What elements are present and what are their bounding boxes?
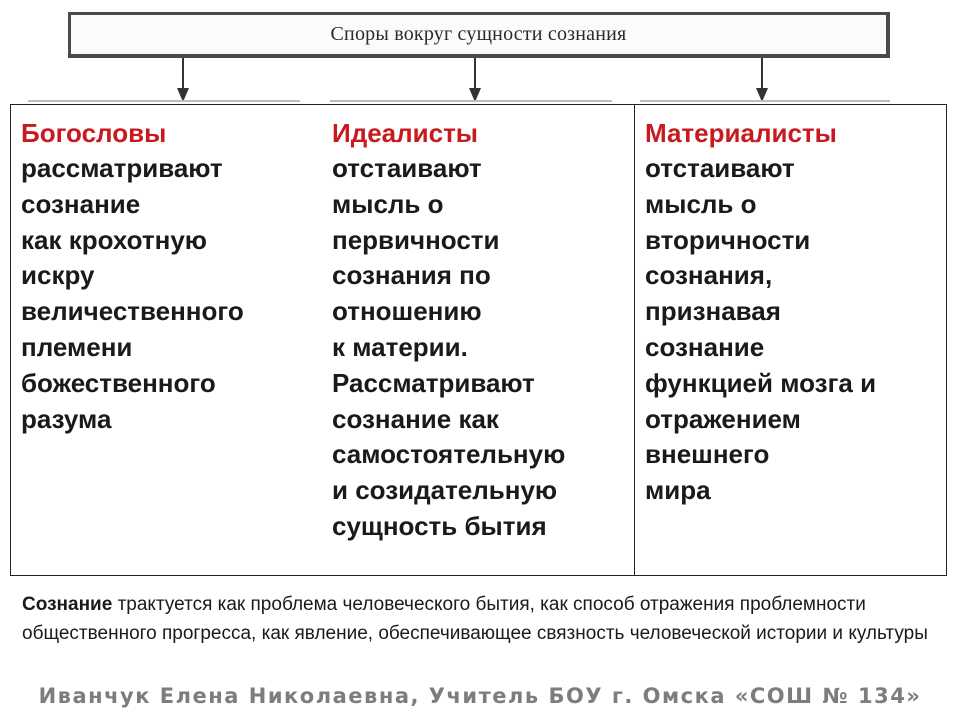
body-line: самостоятельную [332,439,566,470]
column-materialists [634,104,947,576]
body-line: сущность бытия [332,510,547,541]
body-line: сознание как [332,403,499,434]
column-body [332,151,634,545]
body-line: разума [21,403,112,434]
body-line: первичности [332,224,500,255]
arrow-center-head [469,88,481,102]
column-heading: Идеалисты [332,118,479,148]
body-line: отражением [645,403,801,434]
column-heading: Материалисты [645,118,837,148]
body-line: вторичности [645,224,811,255]
body-line: рассматривают [21,153,223,183]
note-text: трактуется как проблема человеческого бытия, как способ отражения проблемности общественного прогресса, как явление, обеспечивающее связность человеческой истории и культуры [22,594,928,644]
body-line: функцией мозга и [645,367,877,398]
body-line: мира [645,475,711,506]
column-idealists [321,104,635,576]
body-line: сознания, [645,260,773,291]
note-term: Сознание [22,594,113,615]
column-body [645,151,946,509]
body-line: отношению [332,296,482,327]
body-line: искру [21,260,95,291]
body-line: сознание [645,331,765,362]
body-line: и созидательную [332,475,558,506]
body-line: признавая [645,296,781,327]
column-heading: Богословы [21,118,167,148]
body-line: отстаивают [332,153,482,183]
body-line: сознания по [332,260,491,291]
body-line: мысль о [645,188,757,219]
arrow-right-head [756,88,768,102]
body-line: Рассматривают [332,367,535,398]
body-line: мысль о [332,188,444,219]
body-line: племени [21,331,133,362]
body-line: внешнего [645,439,770,470]
body-line: сознание [21,188,141,219]
body-line: как крохотную [21,224,207,255]
title-box [68,12,890,58]
body-line: к материи. [332,331,468,362]
column-theologians [10,104,322,576]
arrow-left-head [177,88,189,102]
body-line: величественного [21,296,244,327]
body-line: божественного [21,367,216,398]
body-line: отстаивают [645,153,795,183]
note-paragraph [22,590,947,648]
diagram-title: Споры вокруг сущности сознания [330,23,627,45]
author-credit: Иванчук Елена Николаевна, Учитель БОУ г. Омска «СОШ № 134» [38,684,922,708]
column-body [21,151,321,437]
